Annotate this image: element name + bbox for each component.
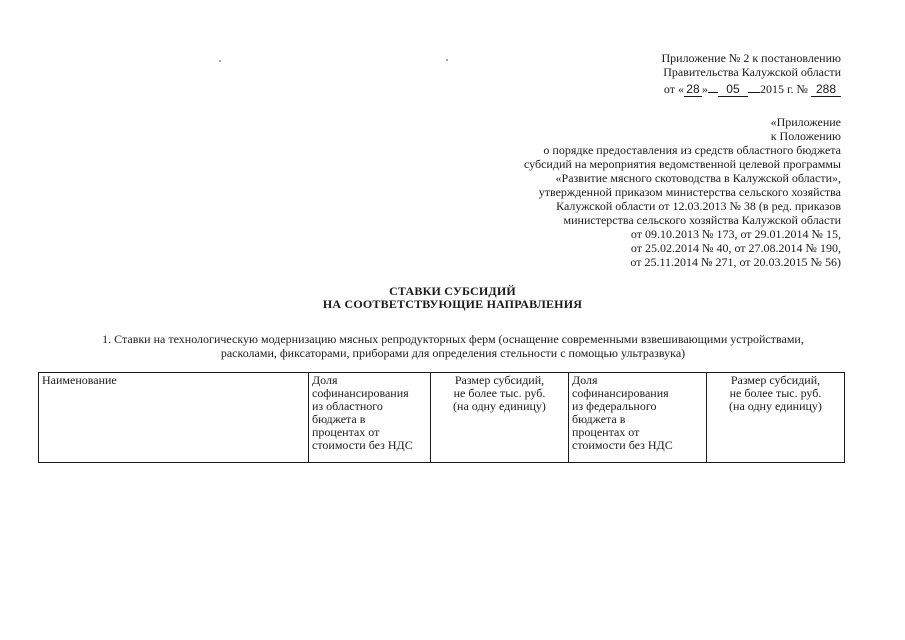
scan-speck <box>446 59 448 61</box>
reference-line: от 25.02.2014 № 40, от 27.08.2014 № 190, <box>630 241 841 255</box>
date-year-number: 2015 г. № <box>759 82 808 96</box>
date-day: 28 <box>684 83 702 97</box>
document-title-line-1: СТАВКИ СУБСИДИЙ <box>389 284 516 298</box>
reference-line: от 09.10.2013 № 173, от 29.01.2014 № 15, <box>630 227 841 241</box>
section-1-heading-line-2: расколами, фиксаторами, приборами для определения стельности с помощью ультразвука) <box>220 346 686 360</box>
appendix-date-line <box>664 80 841 97</box>
scan-speck <box>219 60 221 62</box>
column-header-regional-share: Доля софинансирования из областного бюджета в процентах от стоимости без НДС <box>309 373 431 463</box>
reference-line: утвержденной приказом министерства сельского хозяйства <box>538 185 841 199</box>
column-header-regional-subsidy: Размер субсидий, не более тыс. руб. (на одну единицу) <box>431 373 569 463</box>
column-header-federal-share: Доля софинансирования из федерального бюджета в процентах от стоимости без НДС <box>569 373 707 463</box>
reference-line: «Развитие мясного скотоводства в Калужской области», <box>555 171 841 185</box>
column-header-name: Наименование <box>39 373 309 463</box>
appendix-header-line-2: Правительства Калужской области <box>663 65 841 79</box>
table-header-row <box>39 373 845 463</box>
reference-line: к Положению <box>770 129 841 143</box>
rates-table <box>38 372 845 463</box>
date-prefix: от « <box>663 82 684 96</box>
reference-line: Калужской области от 12.03.2013 № 38 (в ред. приказов <box>556 199 841 213</box>
reference-line: от 25.11.2014 № 271, от 20.03.2015 № 56) <box>630 255 841 269</box>
date-month-sep: » <box>701 82 708 96</box>
section-1-heading-line-1: 1. Ставки на технологическую модернизацию мясных репродукторных ферм (оснащение современными взвешивающими устройствами, <box>102 332 804 346</box>
date-month: 05 <box>718 83 748 97</box>
appendix-header-line-1: Приложение № 2 к постановлению <box>661 51 841 65</box>
reference-line: «Приложение <box>770 115 841 129</box>
reference-line: субсидий на мероприятия ведомственной целевой программы <box>523 157 841 171</box>
resolution-number: 288 <box>811 83 841 97</box>
column-header-federal-subsidy: Размер субсидий, не более тыс. руб. (на одну единицу) <box>707 373 845 463</box>
reference-line: министерства сельского хозяйства Калужской области <box>563 213 841 227</box>
reference-line: о порядке предоставления из средств областного бюджета <box>543 143 841 157</box>
document-title-line-2: НА СООТВЕТСТВУЮЩИЕ НАПРАВЛЕНИЯ <box>322 297 583 311</box>
